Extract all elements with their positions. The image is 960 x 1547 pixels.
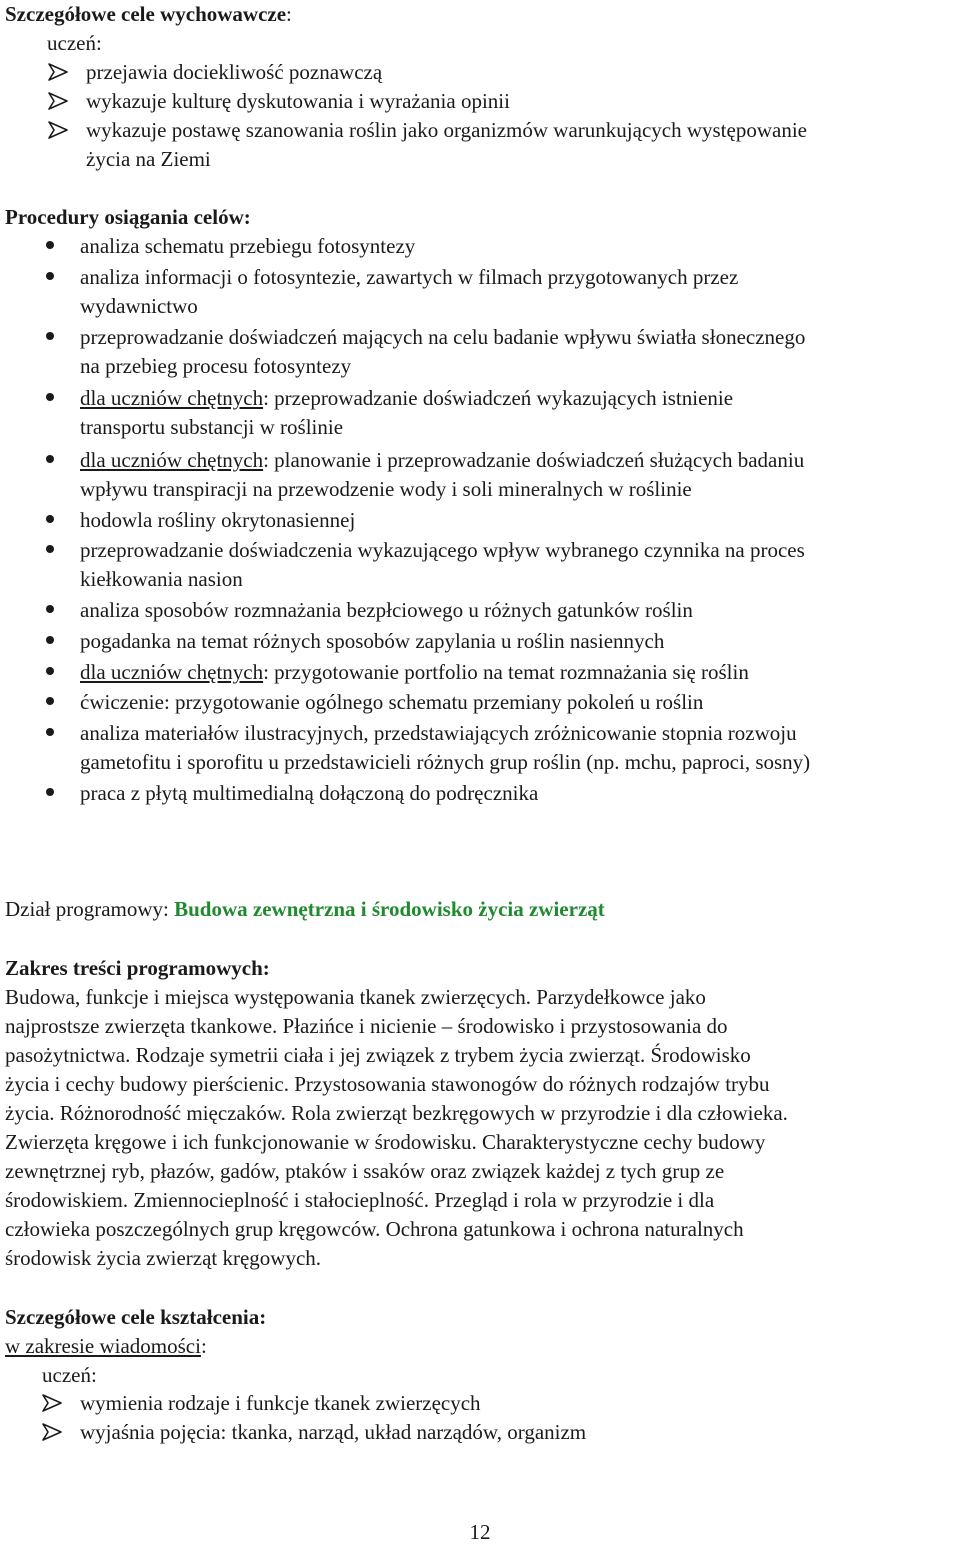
subheading-wiadomosci [5,1332,207,1361]
paragraph-line: środowisk życia zwierząt kręgowych. [5,1246,322,1270]
list-item-continuation: gametofitu i sporofitu u przedstawicieli różnych grup roślin (np. mchu, paproci, sosny) [80,750,811,774]
list-item: pogadanka na temat różnych sposobów zapylania u roślin nasiennych [80,629,665,653]
subject-label: uczeń: [47,31,102,55]
link-uczniow-chetnych: dla uczniów chętnych [80,660,264,684]
link-uczniow-chetnych: dla uczniów chętnych [80,448,264,472]
arrow-bullet-icon [47,61,73,83]
subject-label: uczeń: [42,1363,97,1387]
dzial-programowy [5,895,605,924]
heading-text: Szczegółowe cele wychowawcze [5,2,287,26]
bullet-icon [46,728,54,736]
list-item: analiza informacji o fotosyntezie, zawartych w filmach przygotowanych przez [80,265,739,289]
paragraph-line: życia i cechy budowy pierścienic. Przystosowania stawonogów do różnych rodzajów trybu [5,1072,770,1096]
list-item: ćwiczenie: przygotowanie ogólnego schematu przemiany pokoleń u roślin [80,690,704,714]
bullet-icon [46,272,54,280]
paragraph-line: Zwierzęta kręgowe i ich funkcjonowanie w środowisku. Charakterystyczne cechy budowy [5,1130,766,1154]
bullet-icon [46,545,54,553]
bullet-icon [46,697,54,705]
list-item-text: : przeprowadzanie doświadczeń wykazujących istnienie [263,386,734,410]
dzial-title: Budowa zewnętrzna i środowisko życia zwierząt [174,897,605,921]
list-item: wymienia rodzaje i funkcje tkanek zwierzęcych [80,1391,481,1415]
list-item: przeprowadzanie doświadczenia wykazującego wpływ wybranego czynnika na proces [80,538,805,562]
paragraph-line: życia. Różnorodność mięczaków. Rola zwierząt bezkręgowych w przyrodzie i dla człowieka. [5,1101,788,1125]
paragraph-line: najprostsze zwierzęta tkankowe. Płazińce i nicienie – środowisko i przystosowania do [5,1014,728,1038]
arrow-bullet-icon [47,119,73,141]
page-number: 12 [469,1520,491,1544]
paragraph-line: Budowa, funkcje i miejsca występowania tkanek zwierzęcych. Parzydełkowce jako [5,985,706,1009]
list-item-continuation: transportu substancji w roślinie [80,415,344,439]
bullet-icon [46,241,54,249]
bullet-icon [46,515,54,523]
heading-colon: : [286,2,292,26]
subheading-colon: : [200,1334,207,1358]
link-w-zakresie-wiadomosci: w zakresie wiadomości [5,1334,201,1358]
list-item: analiza materiałów ilustracyjnych, przedstawiających zróżnicowanie stopnia rozwoju [80,721,797,745]
bullet-icon [46,455,54,463]
list-item: analiza schematu przebiegu fotosyntezy [80,234,416,258]
list-item: wykazuje kulturę dyskutowania i wyrażania opinii [86,89,510,113]
paragraph-line: pasożytnictwa. Rodzaje symetrii ciała i jej związek z trybem życia zwierząt. Środowisko [5,1043,751,1067]
bullet-icon [46,667,54,675]
list-item: przejawia dociekliwość poznawczą [86,60,383,84]
list-item-continuation: wydawnictwo [80,294,198,318]
paragraph-line: środowiskiem. Zmiennocieplność i stałocieplność. Przegląd i rola w przyrodzie i dla [5,1188,715,1212]
list-item-continuation: na przebieg procesu fotosyntezy [80,354,352,378]
link-uczniow-chetnych: dla uczniów chętnych [80,386,264,410]
list-item: wyjaśnia pojęcia: tkanka, narząd, układ narządów, organizm [80,1420,587,1444]
bullet-icon [46,788,54,796]
list-item-text: : planowanie i przeprowadzanie doświadczeń służących badaniu [263,448,805,472]
list-item-continuation: życia na Ziemi [86,147,211,171]
list-item: hodowla rośliny okrytonasiennej [80,508,356,532]
heading-cele-ksztalcenia: Szczegółowe cele kształcenia: [5,1305,267,1329]
arrow-bullet-icon [41,1392,67,1414]
list-item: przeprowadzanie doświadczeń mających na celu badanie wpływu światła słonecznego [80,325,806,349]
paragraph-line: zewnętrznej ryb, płazów, gadów, ptaków i ssaków oraz związek każdej z tych grup ze [5,1159,725,1183]
list-item-continuation: kiełkowania nasion [80,567,243,591]
paragraph-line: człowieka poszczególnych grup kręgowców. Ochrona gatunkowa i ochrona naturalnych [5,1217,744,1241]
list-item-continuation: wpływu transpiracji na przewodzenie wody i soli mineralnych w roślinie [80,477,692,501]
list-item [80,658,749,687]
heading-cele-wychowawcze [5,0,292,29]
list-item [80,384,733,413]
arrow-bullet-icon [41,1421,67,1443]
heading-procedury: Procedury osiągania celów: [5,205,251,229]
heading-zakres: Zakres treści programowych: [5,956,270,980]
arrow-bullet-icon [47,90,73,112]
bullet-icon [46,332,54,340]
list-item-text: : przygotowanie portfolio na temat rozmnażania się roślin [263,660,749,684]
bullet-icon [46,393,54,401]
list-item [80,446,804,475]
bullet-icon [46,605,54,613]
bullet-icon [46,636,54,644]
list-item: praca z płytą multimedialną dołączoną do podręcznika [80,781,539,805]
list-item: wykazuje postawę szanowania roślin jako organizmów warunkujących występowanie [86,118,807,142]
dzial-label: Dział programowy: [5,897,175,921]
list-item: analiza sposobów rozmnażania bezpłciowego u różnych gatunków roślin [80,598,693,622]
